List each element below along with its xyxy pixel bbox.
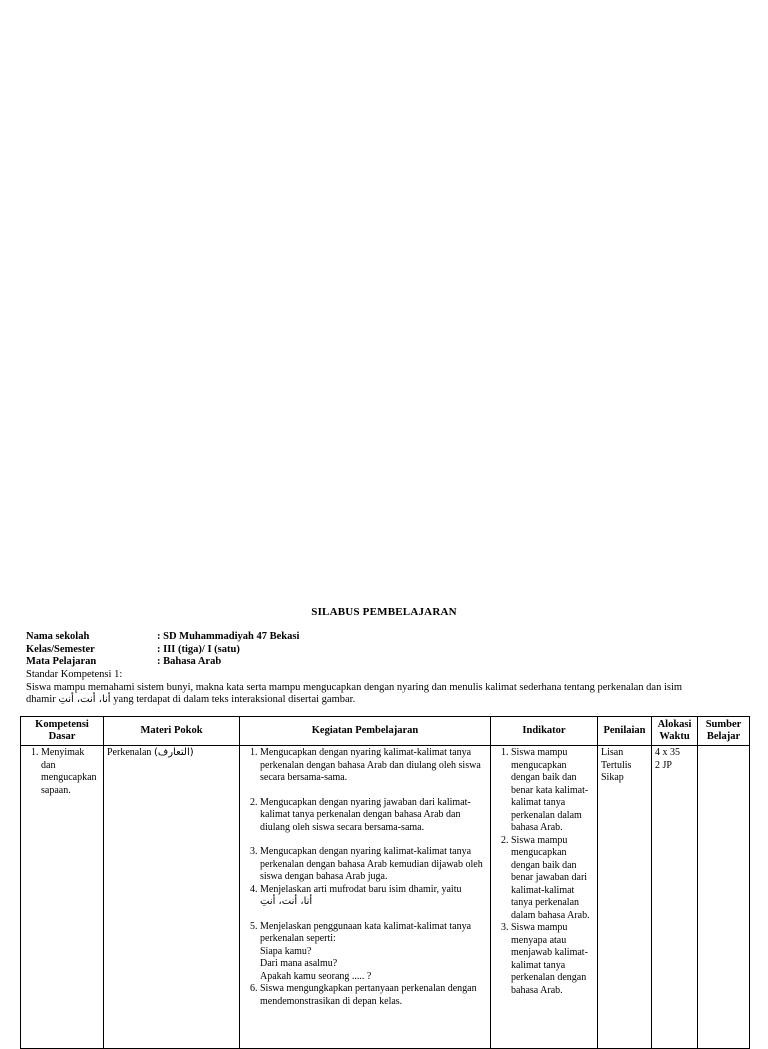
meta-value: : III (tiga)/ I (satu)	[157, 643, 240, 655]
cell-alokasi	[652, 746, 698, 1049]
meta-value: : Bahasa Arab	[157, 656, 222, 668]
sk-text-post: yang terdapat di dalam teks interaksional disertai gambar.	[113, 694, 356, 706]
header-alokasi: Alokasi Waktu	[652, 717, 698, 746]
kegiatan-item	[260, 846, 487, 884]
header-sumber: Sumber Belajar	[698, 717, 750, 746]
meta-row-school	[26, 631, 299, 644]
kegiatan-text: Siswa mengungkapkan pertanyaan perkenalan dengan mendemonstrasikan di depan kelas.	[260, 983, 477, 1007]
question-example: Siapa kamu?	[260, 945, 312, 957]
header-materi-pokok: Materi Pokok	[104, 717, 240, 746]
kegiatan-text: Menjelaskan penggunaan kata kalimat-kalimat tanya perkenalan seperti:	[260, 920, 472, 944]
kegiatan-item	[260, 747, 487, 797]
sk-arabic-pronouns: أنا، أنت، أنتِ	[58, 694, 111, 706]
standar-kompetensi	[26, 669, 746, 707]
indikator-item: 2. Siswa mampu mengucapkan dengan baik dan benar jawaban dari kalimat-kalimat tanya perkenalan dalam bahasa Arab.	[511, 835, 594, 923]
materi-text: Perkenalan	[107, 747, 152, 758]
kegiatan-arabic-pronouns: أنا، أنت، أنتِ	[260, 896, 313, 907]
meta-label: Nama sekolah	[26, 631, 90, 642]
kegiatan-item	[260, 921, 487, 984]
sk-text-line-2	[26, 694, 746, 707]
header-indikator: Indikator	[491, 717, 598, 746]
table-row	[21, 746, 750, 1049]
indikator-item: 3. Siswa mampu menyapa atau menjawab kalimat-kalimat tanya perkenalan dengan bahasa Arab.	[511, 922, 594, 997]
indikator-item: 1. Siswa mampu mengucapkan dengan baik dan benar kata kalimat-kalimat tanya perkenalan dalam bahasa Arab.	[511, 747, 594, 835]
materi-arabic: (التعارف)	[153, 747, 194, 758]
cell-penilaian	[598, 746, 652, 1049]
kegiatan-item	[260, 884, 487, 921]
kegiatan-item	[260, 983, 487, 1008]
syllabus-table	[20, 716, 750, 1049]
meta-value: : SD Muhammadiyah 47 Bekasi	[157, 631, 300, 642]
cell-indikator	[491, 746, 598, 1049]
kegiatan-text: Mengucapkan dengan nyaring jawaban dari kalimat-kalimat tanya perkenalan dengan bahasa Arab dan diulang oleh siswa secara bersama-sama.	[260, 796, 471, 833]
question-example: Dari mana asalmu?	[260, 958, 338, 969]
kegiatan-item	[260, 797, 487, 847]
penilaian-item: Lisan	[601, 747, 624, 758]
kegiatan-list	[243, 747, 487, 1008]
cell-kegiatan	[240, 746, 491, 1049]
sk-text: Siswa mampu memahami sistem bunyi, makna kata serta mampu mengucapkan dengan nyaring dan menulis kalimat sederhana tentang perkenalan dan isim	[26, 681, 683, 693]
document-title: SILABUS PEMBELAJARAN	[311, 606, 457, 618]
alokasi-item: 2 JP	[655, 759, 672, 771]
kegiatan-text: Mengucapkan dengan nyaring kalimat-kalimat tanya perkenalan dengan bahasa Arab kemudian dijawab oleh siswa dengan bahasa Arab juga.	[260, 846, 483, 882]
kegiatan-text: Mengucapkan dengan nyaring kalimat-kalimat tanya perkenalan dengan bahasa Arab dan diulang oleh siswa secara bersama-sama.	[260, 747, 481, 783]
header-kompetensi-dasar: Kompetensi Dasar	[21, 717, 104, 746]
kegiatan-text: Menjelaskan arti mufrodat baru isim dhamir, yaitu	[260, 883, 462, 895]
cell-materi-pokok	[104, 746, 240, 1049]
header-kegiatan: Kegiatan Pembelajaran	[240, 717, 491, 746]
penilaian-item: Sikap	[601, 772, 624, 783]
meta-row-class	[26, 644, 299, 657]
table-header-row	[21, 717, 750, 746]
meta-label: Mata Pelajaran	[26, 656, 97, 668]
alokasi-item: 4 x 35	[655, 747, 680, 758]
cell-kompetensi-dasar	[21, 746, 104, 1049]
sk-text-pre: dhamir	[26, 694, 56, 706]
kd-list	[24, 747, 100, 797]
meta-row-subject	[26, 656, 299, 669]
cell-sumber	[698, 746, 750, 1049]
indikator-list	[494, 747, 594, 997]
header-penilaian: Penilaian	[598, 717, 652, 746]
meta-label: Kelas/Semester	[26, 643, 95, 655]
penilaian-item: Tertulis	[601, 759, 632, 771]
school-info	[26, 631, 299, 669]
question-example: Apakah kamu seorang ..... ?	[260, 970, 372, 982]
kd-item: 1. Menyimak dan mengucapkan sapaan.	[41, 747, 100, 797]
sk-label: Standar Kompetensi 1:	[26, 669, 123, 680]
